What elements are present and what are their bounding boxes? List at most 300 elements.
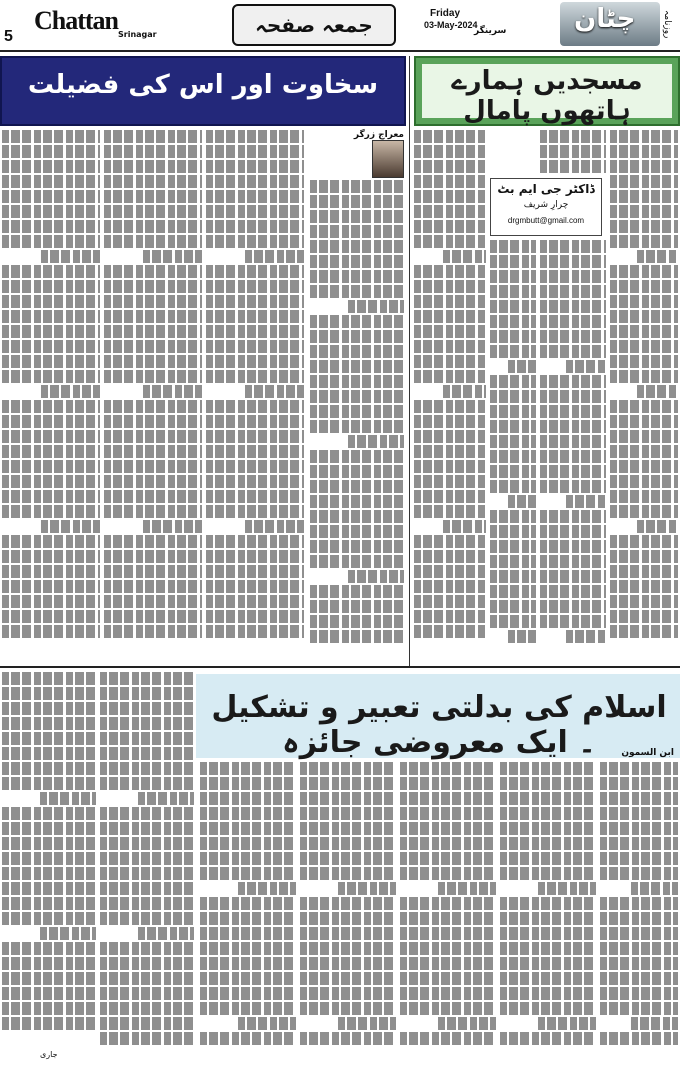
text-line [414, 220, 486, 233]
text-line [206, 625, 304, 638]
text-line [310, 480, 404, 493]
article-left-title: سخاوت اور اس کی فضیلت [27, 70, 379, 100]
text-line [400, 957, 496, 970]
text-line [610, 310, 678, 323]
text-line [41, 250, 100, 263]
text-line [104, 355, 202, 368]
text-line [637, 385, 678, 398]
text-line [500, 942, 596, 955]
text-line [414, 130, 486, 143]
text-line [490, 570, 536, 583]
text-line [400, 807, 496, 820]
text-column [104, 130, 202, 660]
text-line [500, 897, 596, 910]
text-line [610, 565, 678, 578]
text-line [414, 355, 486, 368]
text-line [348, 570, 404, 583]
text-line [300, 762, 396, 775]
text-line [104, 595, 202, 608]
text-line [540, 145, 606, 158]
text-line [206, 595, 304, 608]
author-email: drgmbutt@gmail.com [507, 216, 585, 225]
text-line [414, 325, 486, 338]
text-line [600, 852, 678, 865]
text-line [610, 340, 678, 353]
text-line [400, 777, 496, 790]
text-line [540, 375, 606, 388]
text-line [500, 927, 596, 940]
text-line [600, 762, 678, 775]
text-line [2, 882, 96, 895]
text-line [2, 460, 100, 473]
text-line [600, 777, 678, 790]
text-line [206, 445, 304, 458]
text-line [310, 510, 404, 523]
text-line [2, 490, 100, 503]
text-line [2, 1002, 96, 1015]
text-line [414, 595, 486, 608]
continued-label: جاری [40, 1050, 58, 1059]
text-line [310, 450, 404, 463]
text-line [104, 295, 202, 308]
text-line [2, 762, 96, 775]
column-divider [409, 56, 410, 666]
text-line [206, 370, 304, 383]
text-line [100, 1017, 194, 1030]
text-line [538, 882, 596, 895]
text-line [490, 585, 536, 598]
text-line [206, 145, 304, 158]
text-line [300, 837, 396, 850]
text-line [610, 325, 678, 338]
text-line [414, 490, 486, 503]
text-line [104, 325, 202, 338]
text-line [540, 300, 606, 313]
text-line [490, 525, 536, 538]
text-line [600, 987, 678, 1000]
text-line [104, 460, 202, 473]
text-line [414, 310, 486, 323]
text-line [500, 972, 596, 985]
text-line [300, 1002, 396, 1015]
text-line [100, 702, 194, 715]
text-line [300, 942, 396, 955]
text-column [500, 762, 596, 1062]
text-line [104, 265, 202, 278]
text-line [2, 897, 96, 910]
text-line [400, 927, 496, 940]
text-line [206, 505, 304, 518]
text-line [400, 1002, 496, 1015]
text-column [540, 130, 606, 175]
text-line [414, 400, 486, 413]
text-line [2, 220, 100, 233]
text-line [414, 160, 486, 173]
text-line [490, 255, 536, 268]
text-line [310, 195, 404, 208]
text-line [104, 535, 202, 548]
text-line [414, 340, 486, 353]
text-line [508, 630, 536, 643]
text-line [2, 595, 100, 608]
text-line [138, 927, 194, 940]
text-line [610, 175, 678, 188]
text-line [540, 555, 606, 568]
text-line [200, 837, 296, 850]
text-line [300, 957, 396, 970]
author-label: معراج زرگر [353, 130, 404, 140]
text-line [300, 972, 396, 985]
text-line [206, 235, 304, 248]
text-line [610, 130, 678, 143]
text-line [2, 867, 96, 880]
text-line [348, 435, 404, 448]
text-line [540, 510, 606, 523]
text-line [300, 987, 396, 1000]
text-line [206, 550, 304, 563]
text-line [490, 270, 536, 283]
text-line [500, 987, 596, 1000]
text-line [443, 250, 486, 263]
text-column [2, 130, 100, 660]
text-line [104, 340, 202, 353]
text-line [2, 415, 100, 428]
text-line [310, 330, 404, 343]
text-line [490, 480, 536, 493]
text-line [490, 375, 536, 388]
text-line [206, 415, 304, 428]
text-line [414, 610, 486, 623]
text-line [2, 340, 100, 353]
text-line [206, 205, 304, 218]
text-line [490, 390, 536, 403]
text-line [100, 1032, 194, 1045]
text-line [414, 445, 486, 458]
text-line [100, 717, 194, 730]
page-number: 5 [4, 28, 13, 45]
text-line [610, 235, 678, 248]
text-line [490, 300, 536, 313]
text-line [610, 625, 678, 638]
text-line [610, 580, 678, 593]
text-line [2, 505, 100, 518]
text-line [540, 540, 606, 553]
text-line [610, 460, 678, 473]
text-line [100, 747, 194, 760]
text-line [310, 465, 404, 478]
text-line [100, 687, 194, 700]
text-line [104, 490, 202, 503]
text-line [310, 360, 404, 373]
text-line [310, 345, 404, 358]
text-line [206, 310, 304, 323]
text-line [100, 912, 194, 925]
text-line [310, 225, 404, 238]
text-line [41, 385, 100, 398]
text-column [540, 240, 606, 660]
text-line [100, 672, 194, 685]
text-line [200, 807, 296, 820]
text-line [206, 535, 304, 548]
text-line [206, 325, 304, 338]
text-column [414, 130, 486, 660]
text-line [200, 987, 296, 1000]
text-line [600, 942, 678, 955]
text-line [104, 625, 202, 638]
text-line [104, 550, 202, 563]
text-line [310, 390, 404, 403]
text-line [600, 972, 678, 985]
text-line [600, 897, 678, 910]
text-line [414, 430, 486, 443]
text-line [631, 882, 678, 895]
text-line [500, 867, 596, 880]
text-line [206, 430, 304, 443]
logo-text: چٹان [574, 4, 636, 34]
text-line [566, 360, 606, 373]
text-line [206, 280, 304, 293]
text-line [540, 420, 606, 433]
text-line [490, 540, 536, 553]
text-line [40, 792, 96, 805]
text-line [206, 340, 304, 353]
text-line [610, 265, 678, 278]
text-column [490, 240, 536, 660]
text-line [104, 580, 202, 593]
text-line [310, 555, 404, 568]
text-line [566, 495, 606, 508]
text-line [200, 957, 296, 970]
text-line [245, 250, 304, 263]
text-line [637, 250, 678, 263]
text-line [206, 220, 304, 233]
text-line [310, 585, 404, 598]
text-line [610, 280, 678, 293]
text-line [104, 445, 202, 458]
text-line [600, 822, 678, 835]
text-line [206, 565, 304, 578]
text-line [540, 600, 606, 613]
text-line [310, 495, 404, 508]
text-column [610, 130, 678, 660]
author-label: ابن السمون [621, 748, 674, 758]
text-line [414, 205, 486, 218]
text-line [414, 460, 486, 473]
text-line [2, 280, 100, 293]
text-line [610, 145, 678, 158]
text-line [300, 792, 396, 805]
text-line [100, 942, 194, 955]
text-line [500, 777, 596, 790]
text-line [100, 822, 194, 835]
text-line [500, 852, 596, 865]
text-line [2, 175, 100, 188]
text-line [2, 702, 96, 715]
text-line [610, 610, 678, 623]
text-line [414, 235, 486, 248]
text-line [600, 957, 678, 970]
section-divider [0, 666, 680, 668]
text-line [2, 912, 96, 925]
text-line [300, 897, 396, 910]
text-column [100, 672, 194, 1062]
text-line [310, 210, 404, 223]
text-line [540, 285, 606, 298]
text-line [2, 942, 96, 955]
text-line [400, 867, 496, 880]
text-line [414, 370, 486, 383]
text-line [538, 1017, 596, 1030]
text-line [500, 762, 596, 775]
text-line [414, 475, 486, 488]
text-line [540, 240, 606, 253]
text-line [490, 240, 536, 253]
text-line [100, 732, 194, 745]
date-full: 03-May-2024 [424, 20, 478, 30]
text-line [540, 615, 606, 628]
text-line [400, 1032, 496, 1045]
text-line [2, 535, 100, 548]
text-line [200, 927, 296, 940]
text-line [540, 270, 606, 283]
text-column [2, 672, 96, 1046]
text-line [610, 475, 678, 488]
text-line [400, 912, 496, 925]
text-line [414, 295, 486, 308]
text-line [2, 732, 96, 745]
text-line [540, 315, 606, 328]
text-line [443, 520, 486, 533]
text-line [100, 1002, 194, 1015]
text-line [200, 942, 296, 955]
text-line [310, 540, 404, 553]
text-line [414, 505, 486, 518]
text-line [310, 630, 404, 643]
section-title: جمعہ صفحہ [232, 4, 396, 46]
text-line [414, 565, 486, 578]
text-line [2, 1017, 96, 1030]
text-line [414, 265, 486, 278]
text-line [610, 505, 678, 518]
text-line [400, 987, 496, 1000]
text-line [41, 520, 100, 533]
text-line [400, 942, 496, 955]
text-line [490, 600, 536, 613]
text-line [238, 1017, 296, 1030]
text-line [100, 972, 194, 985]
text-line [206, 175, 304, 188]
text-line [500, 1032, 596, 1045]
text-line [100, 882, 194, 895]
text-line [500, 822, 596, 835]
text-line [2, 807, 96, 820]
text-line [400, 897, 496, 910]
text-line [310, 285, 404, 298]
text-line [600, 1032, 678, 1045]
text-line [490, 345, 536, 358]
text-line [2, 747, 96, 760]
text-line [300, 822, 396, 835]
text-line [2, 160, 100, 173]
text-line [200, 1032, 296, 1045]
text-line [610, 160, 678, 173]
text-line [540, 390, 606, 403]
text-line [414, 190, 486, 203]
text-line [610, 430, 678, 443]
text-column [300, 762, 396, 1062]
text-line [540, 160, 606, 173]
text-line [610, 355, 678, 368]
text-line [600, 912, 678, 925]
text-line [2, 852, 96, 865]
text-line [540, 465, 606, 478]
author-photo [372, 140, 404, 178]
text-line [206, 400, 304, 413]
text-line [500, 837, 596, 850]
text-line [200, 1002, 296, 1015]
text-line [610, 415, 678, 428]
text-line [2, 475, 100, 488]
text-line [310, 255, 404, 268]
text-line [540, 435, 606, 448]
text-line [206, 160, 304, 173]
text-line [2, 672, 96, 685]
text-line [540, 450, 606, 463]
text-line [2, 145, 100, 158]
text-line [508, 495, 536, 508]
text-line [2, 625, 100, 638]
text-line [200, 822, 296, 835]
text-line [438, 882, 496, 895]
article-right-title: مسجدیں ہمارے ہاتھوں پامال [451, 66, 643, 126]
text-line [600, 927, 678, 940]
text-line [400, 762, 496, 775]
text-line [414, 625, 486, 638]
text-line [100, 807, 194, 820]
text-line [104, 475, 202, 488]
text-line [2, 235, 100, 248]
text-line [2, 370, 100, 383]
text-line [104, 505, 202, 518]
text-line [610, 190, 678, 203]
text-line [490, 615, 536, 628]
text-line [100, 897, 194, 910]
text-line [104, 130, 202, 143]
text-line [338, 882, 396, 895]
text-line [206, 190, 304, 203]
text-line [2, 565, 100, 578]
text-line [104, 145, 202, 158]
text-line [300, 852, 396, 865]
text-line [414, 145, 486, 158]
text-line [631, 1017, 678, 1030]
text-line [540, 405, 606, 418]
text-line [2, 550, 100, 563]
text-line [438, 1017, 496, 1030]
text-column [310, 180, 404, 660]
text-line [400, 792, 496, 805]
text-line [300, 927, 396, 940]
text-line [206, 460, 304, 473]
text-line [600, 807, 678, 820]
text-line [540, 480, 606, 493]
text-line [100, 852, 194, 865]
text-line [206, 295, 304, 308]
text-line [414, 535, 486, 548]
text-line [310, 525, 404, 538]
text-line [490, 285, 536, 298]
text-line [2, 987, 96, 1000]
